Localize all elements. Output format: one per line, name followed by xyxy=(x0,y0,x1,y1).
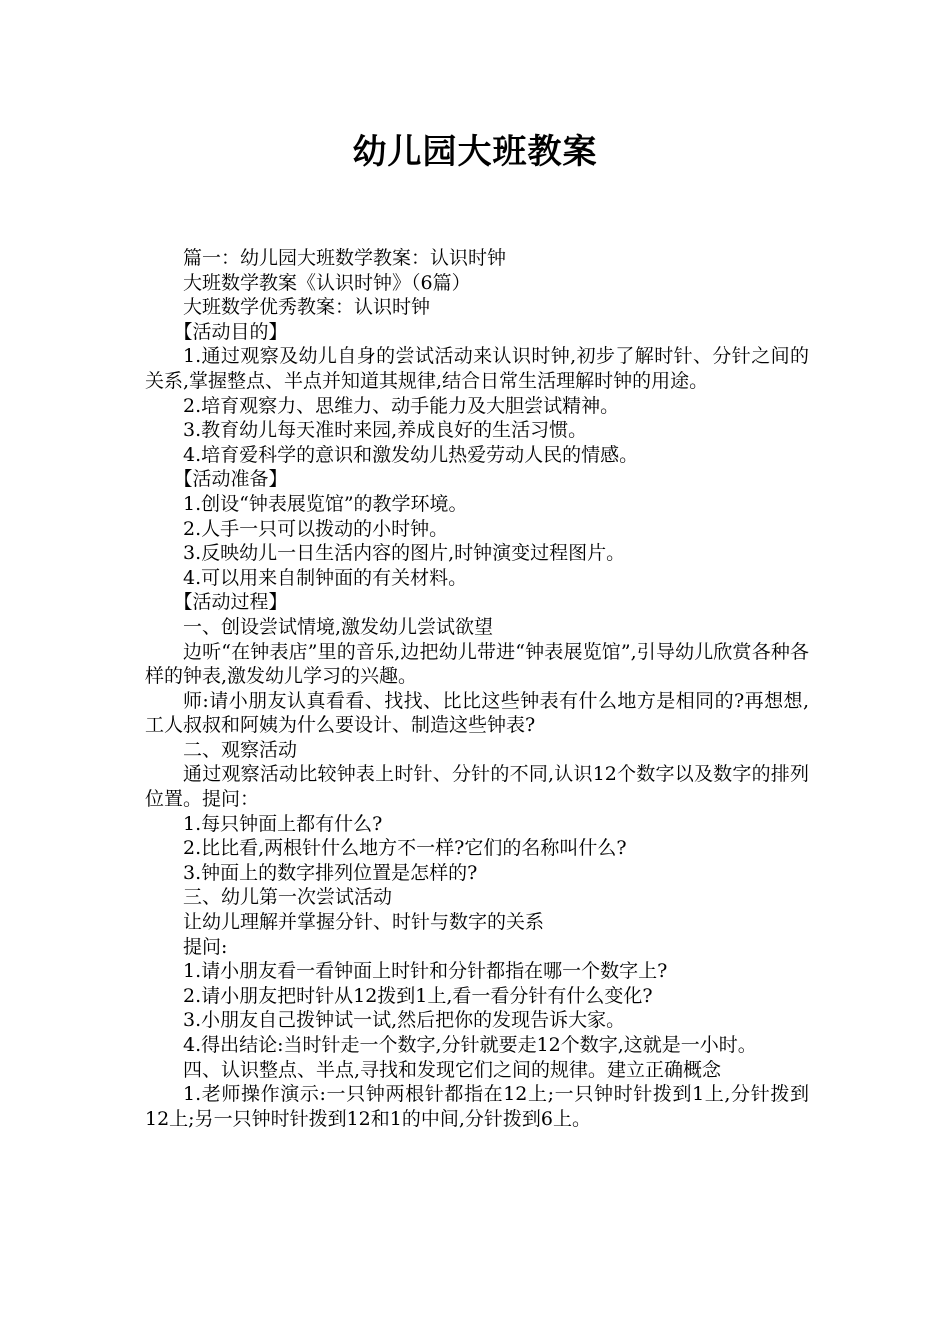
paragraph: 边听“在钟表店”里的音乐,边把幼儿带进“钟表展览馆”,引导幼儿欣赏各种各样的钟表,激发幼儿学习的兴趣。 xyxy=(145,640,809,688)
paragraph: 2.人手一只可以拨动的小时钟。 xyxy=(183,517,449,540)
paragraph: 一、创设尝试情境,激发幼儿尝试欲望 xyxy=(183,615,494,638)
document-title: 幼儿园大班教案 xyxy=(352,132,598,172)
paragraph: 篇一：幼儿园大班数学教案：认识时钟 xyxy=(183,247,507,269)
paragraph: 三、幼儿第一次尝试活动 xyxy=(183,886,393,909)
paragraph: 3.教育幼儿每天准时来园,养成良好的生活习惯。 xyxy=(183,419,588,442)
paragraph: 1.通过观察及幼儿自身的尝试活动来认识时钟,初步了解时针、分针之间的关系,掌握整点、半点并知道其规律,结合日常生活理解时钟的用途。 xyxy=(145,345,809,392)
paragraph: 2.请小朋友把时针从12拨到1上,看一看分针有什么变化? xyxy=(183,984,653,1007)
paragraph: 4.培育爱科学的意识和激发幼儿热爱劳动人民的情感。 xyxy=(183,443,639,466)
paragraph: 提问: xyxy=(183,935,228,958)
paragraph: 1.创设“钟表展览馆”的教学环境。 xyxy=(183,492,468,515)
paragraph: 四、认识整点、半点,寻找和发现它们之间的规律。建立正确概念 xyxy=(183,1058,722,1081)
paragraph: 通过观察活动比较钟表上时针、分针的不同,认识12个数字以及数字的排列位置。提问： xyxy=(145,763,809,811)
paragraph: 让幼儿理解并掌握分针、时针与数字的关系 xyxy=(183,911,545,934)
paragraph: 师:请小朋友认真看看、找找、比比这些钟表有什么地方是相同的?再想想,工人叔叔和阿姨为什么要设计、制造这些钟表? xyxy=(145,689,809,737)
paragraph: 3.反映幼儿一日生活内容的图片,时钟演变过程图片。 xyxy=(183,542,626,565)
section-heading: 【活动准备】 xyxy=(173,468,288,491)
paragraph: 3.钟面上的数字排列位置是怎样的? xyxy=(183,861,478,884)
section-heading: 【活动目的】 xyxy=(173,320,288,343)
document-body xyxy=(145,246,809,1131)
section-heading: 【活动过程】 xyxy=(173,591,288,614)
paragraph: 2.培育观察力、思维力、动手能力及大胆尝试精神。 xyxy=(183,394,620,417)
paragraph: 1.老师操作演示:一只钟两根针都指在12上;一只钟时针拨到1上,分针拨到12上;另一只钟时针拨到12和1的中间,分针拨到6上。 xyxy=(145,1083,809,1130)
paragraph: 1.请小朋友看一看钟面上时针和分针都指在哪一个数字上? xyxy=(183,960,668,983)
paragraph: 4.可以用来自制钟面的有关材料。 xyxy=(183,566,468,589)
paragraph: 4.得出结论:当时针走一个数字,分针就要走12个数字,这就是一小时。 xyxy=(183,1034,757,1056)
paragraph: 大班数学教案《认识时钟》（6篇） xyxy=(183,271,471,294)
paragraph: 大班数学优秀教案：认识时钟 xyxy=(183,296,431,319)
paragraph: 1.每只钟面上都有什么? xyxy=(183,812,383,835)
paragraph: 二、观察活动 xyxy=(183,738,298,761)
paragraph: 3.小朋友自己拨钟试一试,然后把你的发现告诉大家。 xyxy=(183,1009,626,1032)
paragraph: 2.比比看,两根针什么地方不一样?它们的名称叫什么? xyxy=(183,837,627,860)
